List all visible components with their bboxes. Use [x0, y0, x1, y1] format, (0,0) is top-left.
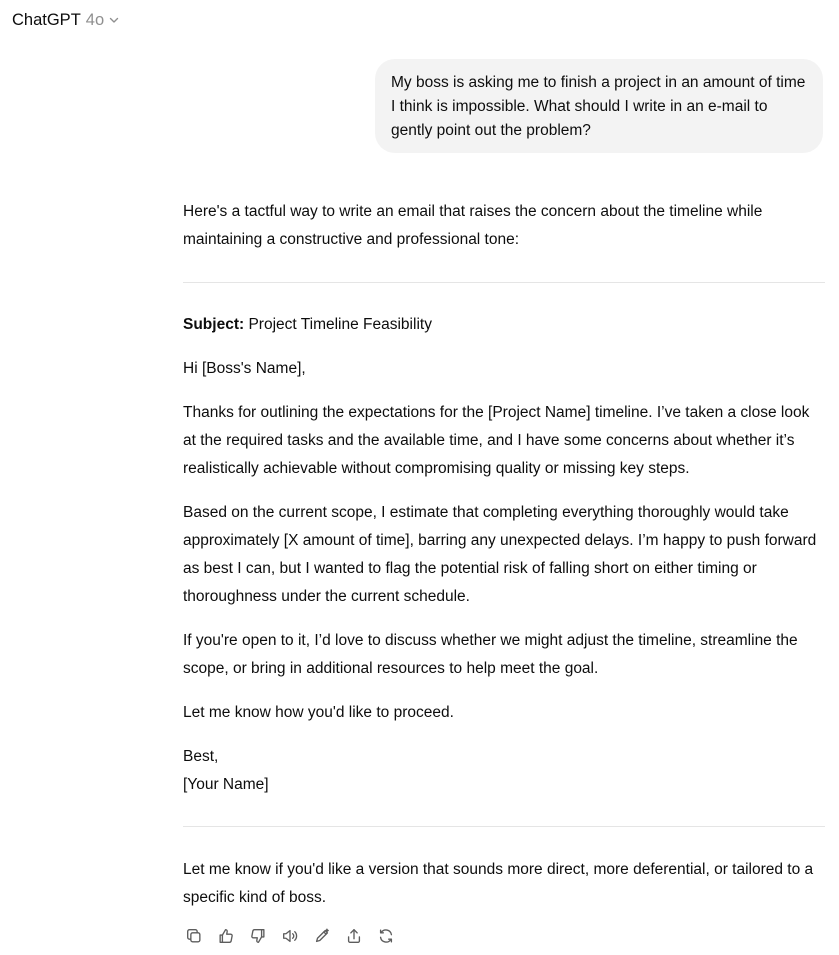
email-paragraph-2: Based on the current scope, I estimate that completing everything thoroughly would take approximately [X amount of time], barring any unexpected delays. I’m happy to push forward as best I can, but I wanted to flag the potential risk of falling short on either timing or thoroughness under the current schedule. — [183, 504, 817, 605]
edit-icon[interactable] — [311, 925, 333, 947]
email-paragraph-4: Let me know how you'd like to proceed. — [183, 704, 454, 721]
email-paragraph-1: Thanks for outlining the expectations for the [Project Name] timeline. I’ve taken a close look at the required tasks and the available time, and I have some concerns about whether it’s realistically achievable without compromising quality or missing key steps. — [183, 404, 810, 477]
email-signoff: Best, — [183, 748, 219, 765]
model-name: ChatGPT — [12, 10, 81, 29]
chevron-down-icon — [108, 14, 120, 26]
message-action-bar — [183, 925, 407, 947]
thumbs-down-icon[interactable] — [247, 925, 269, 947]
email-greeting: Hi [Boss's Name], — [183, 360, 306, 377]
share-icon[interactable] — [343, 925, 365, 947]
email-paragraph-3: If you're open to it, I’d love to discuss whether we might adjust the timeline, streamline the scope, or bring in additional resources to help meet the goal. — [183, 632, 798, 677]
email-subject-value: Project Timeline Feasibility — [244, 316, 432, 333]
assistant-outro: Let me know if you'd like a version that sounds more direct, more deferential, or tailored to a specific kind of boss. — [183, 861, 814, 906]
copy-icon[interactable] — [183, 925, 205, 947]
thumbs-up-icon[interactable] — [215, 925, 237, 947]
assistant-intro: Here's a tactful way to write an email that raises the concern about the timeline while maintaining a constructive and professional tone: — [183, 203, 763, 248]
email-subject-label: Subject: — [183, 316, 245, 333]
regenerate-icon[interactable] — [375, 925, 397, 947]
read-aloud-icon[interactable] — [279, 925, 301, 947]
email-subject — [183, 311, 825, 339]
assistant-message — [183, 198, 825, 912]
model-selector[interactable] — [12, 9, 120, 31]
user-message-text: My boss is asking me to finish a project in an amount of time I think is impossible. What should I write in an e-mail to gently point out the problem? — [391, 74, 806, 139]
user-message-bubble — [375, 59, 823, 153]
model-version: 4o — [85, 10, 105, 29]
email-signature: [Your Name] — [183, 776, 269, 793]
